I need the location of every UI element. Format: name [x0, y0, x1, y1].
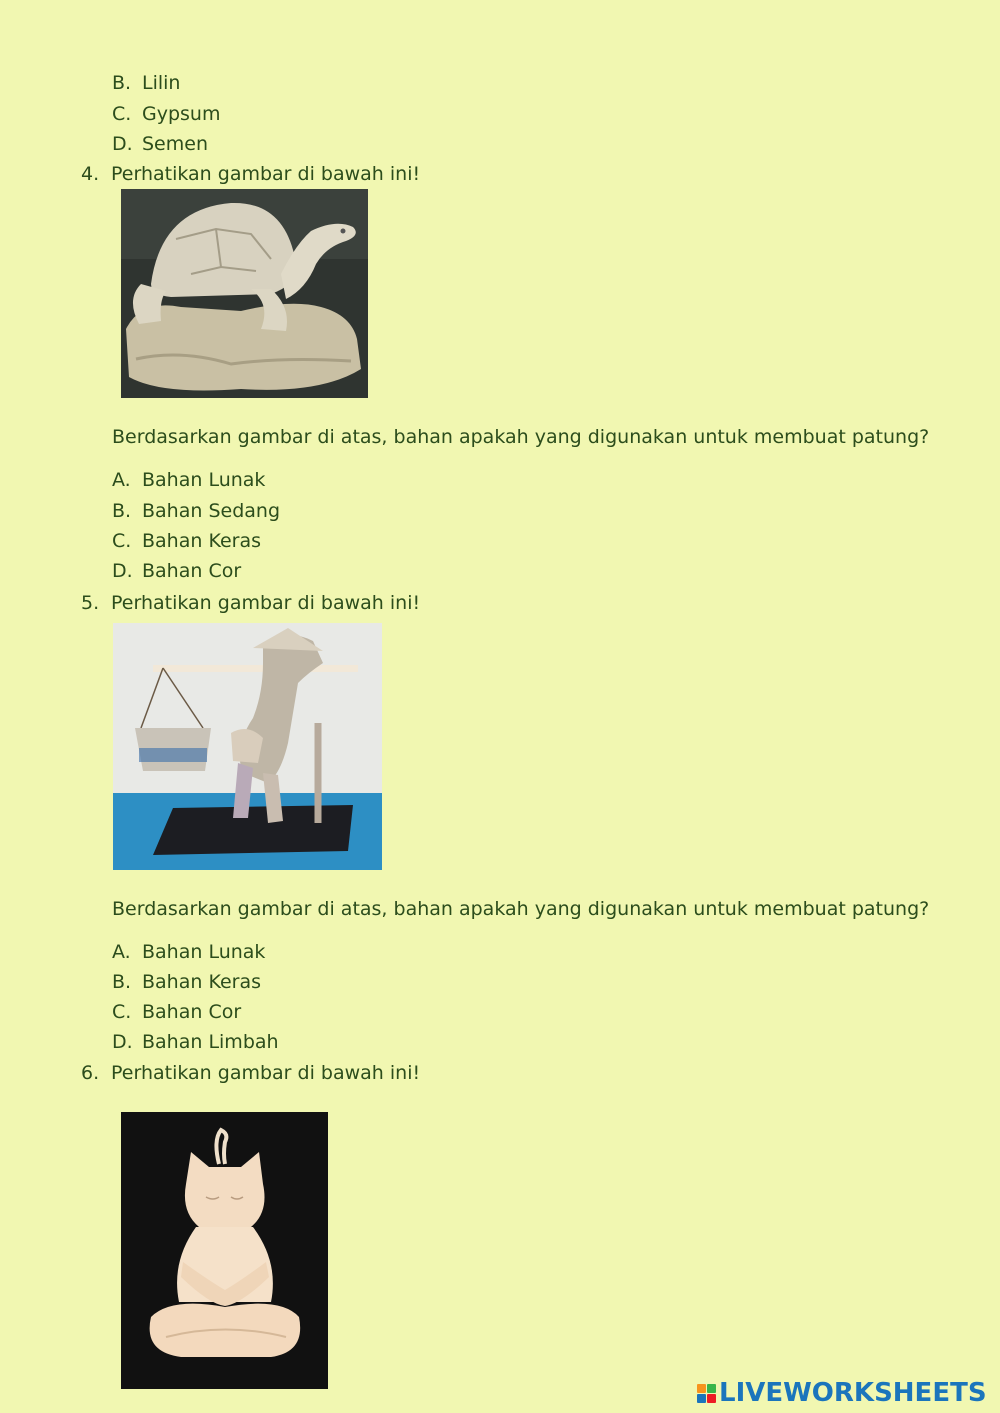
q5-option-b: B. Bahan Keras [112, 971, 262, 993]
q5-option-c: C. Bahan Cor [112, 1001, 242, 1023]
q5-question: Berdasarkan gambar di atas, bahan apakah yang digunakan untuk membuat patung? [112, 898, 930, 920]
q5-option-d: D. Bahan Limbah [112, 1031, 279, 1053]
turtle-sculpture-image [121, 189, 368, 398]
q5-option-a: A. Bahan Lunak [112, 941, 266, 963]
q4-option-c: C. Bahan Keras [112, 530, 262, 552]
q4-option-d: D. Bahan Cor [112, 560, 242, 582]
liveworksheets-logo [697, 1378, 987, 1408]
q4-option-a: A. Bahan Lunak [112, 469, 266, 491]
q3-option-c: C. Gypsum [112, 103, 221, 125]
q5-prompt: 5. Perhatikan gambar di bawah ini! [81, 592, 421, 614]
q3-option-b: B. Lilin [112, 72, 181, 94]
q4-question: Berdasarkan gambar di atas, bahan apakah yang digunakan untuk membuat patung? [112, 426, 930, 448]
q4-option-b: B. Bahan Sedang [112, 500, 281, 522]
q3-option-d: D. Semen [112, 133, 208, 155]
wax-cat-sculpture-image [121, 1112, 328, 1389]
brand-text: LIVEWORKSHEETS [719, 1378, 987, 1408]
q6-prompt: 6. Perhatikan gambar di bawah ini! [81, 1062, 421, 1084]
q4-prompt: 4. Perhatikan gambar di bawah ini! [81, 163, 421, 185]
newspaper-sculpture-image [113, 623, 382, 870]
liveworksheets-grid-icon [697, 1384, 716, 1403]
